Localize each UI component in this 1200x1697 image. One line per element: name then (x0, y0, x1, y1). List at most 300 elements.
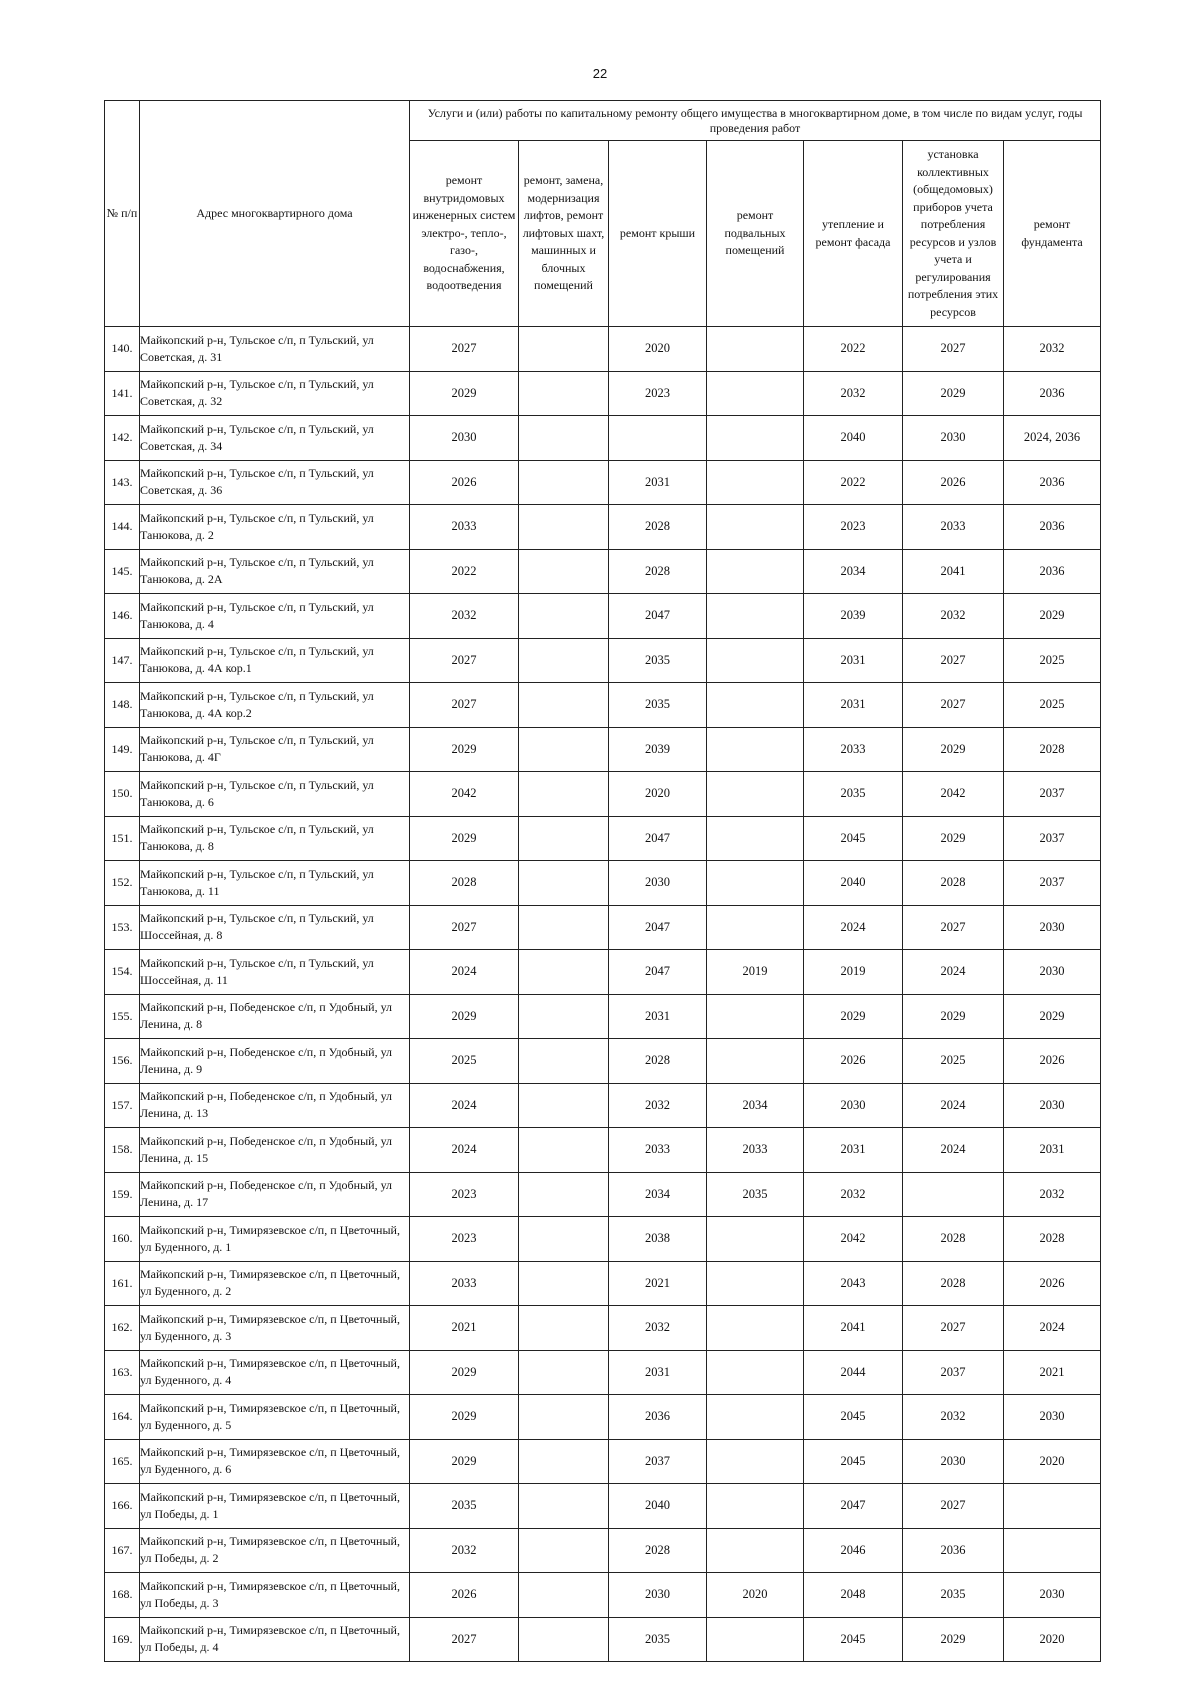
foundation-year: 2025 (1004, 683, 1101, 728)
row-number: 169. (105, 1617, 140, 1662)
row-number: 142. (105, 416, 140, 461)
facade-year: 2024 (804, 905, 903, 950)
basement-year: 2035 (707, 1172, 804, 1217)
building-address: Майкопский р-н, Тульское с/п, п Тульский, ул Танюкова, д. 4 (140, 594, 410, 639)
foundation-year: 2029 (1004, 994, 1101, 1039)
table-row (105, 683, 1101, 728)
engineering-systems-year: 2024 (410, 1128, 519, 1173)
table-row (105, 1573, 1101, 1618)
basement-year (707, 1617, 804, 1662)
row-number: 167. (105, 1528, 140, 1573)
facade-year: 2026 (804, 1039, 903, 1084)
basement-year (707, 327, 804, 372)
building-address: Майкопский р-н, Тульское с/п, п Тульский, ул Советская, д. 31 (140, 327, 410, 372)
building-address: Майкопский р-н, Тульское с/п, п Тульский, ул Танюкова, д. 6 (140, 772, 410, 817)
engineering-systems-year: 2033 (410, 505, 519, 550)
building-address: Майкопский р-н, Победенское с/п, п Удобный, ул Ленина, д. 17 (140, 1172, 410, 1217)
building-address: Майкопский р-н, Тимирязевское с/п, п Цветочный, ул Буденного, д. 3 (140, 1306, 410, 1351)
roof-year: 2031 (609, 1350, 707, 1395)
row-number: 150. (105, 772, 140, 817)
engineering-systems-year: 2032 (410, 1528, 519, 1573)
header-facade: утепление и ремонт фасада (804, 141, 903, 327)
metering-devices-year: 2029 (903, 816, 1004, 861)
table-row (105, 594, 1101, 639)
table-row (105, 505, 1101, 550)
building-address: Майкопский р-н, Тимирязевское с/п, п Цветочный, ул Буденного, д. 5 (140, 1395, 410, 1440)
engineering-systems-year: 2027 (410, 638, 519, 683)
metering-devices-year: 2024 (903, 950, 1004, 995)
facade-year: 2035 (804, 772, 903, 817)
row-number: 153. (105, 905, 140, 950)
table-row (105, 1261, 1101, 1306)
building-address: Майкопский р-н, Тульское с/п, п Тульский, ул Танюкова, д. 4А кор.2 (140, 683, 410, 728)
roof-year: 2021 (609, 1261, 707, 1306)
table-row (105, 1083, 1101, 1128)
row-number: 160. (105, 1217, 140, 1262)
basement-year: 2033 (707, 1128, 804, 1173)
engineering-systems-year: 2029 (410, 727, 519, 772)
elevators-year (519, 905, 609, 950)
metering-devices-year: 2024 (903, 1083, 1004, 1128)
table-row (105, 994, 1101, 1039)
metering-devices-year: 2032 (903, 1395, 1004, 1440)
engineering-systems-year: 2042 (410, 772, 519, 817)
foundation-year: 2030 (1004, 1573, 1101, 1618)
metering-devices-year: 2033 (903, 505, 1004, 550)
roof-year: 2033 (609, 1128, 707, 1173)
row-number: 151. (105, 816, 140, 861)
metering-devices-year: 2030 (903, 416, 1004, 461)
building-address: Майкопский р-н, Тимирязевское с/п, п Цветочный, ул Победы, д. 3 (140, 1573, 410, 1618)
foundation-year: 2030 (1004, 1083, 1101, 1128)
metering-devices-year: 2026 (903, 460, 1004, 505)
building-address: Майкопский р-н, Тульское с/п, п Тульский, ул Танюкова, д. 4А кор.1 (140, 638, 410, 683)
elevators-year (519, 594, 609, 639)
building-address: Майкопский р-н, Тульское с/п, п Тульский, ул Советская, д. 32 (140, 371, 410, 416)
foundation-year: 2025 (1004, 638, 1101, 683)
facade-year: 2019 (804, 950, 903, 995)
basement-year: 2034 (707, 1083, 804, 1128)
roof-year: 2031 (609, 460, 707, 505)
roof-year: 2023 (609, 371, 707, 416)
basement-year (707, 416, 804, 461)
roof-year: 2032 (609, 1306, 707, 1351)
metering-devices-year: 2028 (903, 1261, 1004, 1306)
engineering-systems-year: 2029 (410, 1439, 519, 1484)
table-row (105, 460, 1101, 505)
elevators-year (519, 1439, 609, 1484)
roof-year: 2034 (609, 1172, 707, 1217)
building-address: Майкопский р-н, Тульское с/п, п Тульский, ул Шоссейная, д. 11 (140, 950, 410, 995)
foundation-year: 2020 (1004, 1617, 1101, 1662)
row-number: 141. (105, 371, 140, 416)
table-body (105, 327, 1101, 1662)
roof-year: 2028 (609, 1528, 707, 1573)
roof-year: 2036 (609, 1395, 707, 1440)
building-address: Майкопский р-н, Победенское с/п, п Удобный, ул Ленина, д. 9 (140, 1039, 410, 1084)
foundation-year: 2036 (1004, 371, 1101, 416)
engineering-systems-year: 2029 (410, 1395, 519, 1440)
row-number: 168. (105, 1573, 140, 1618)
row-number: 166. (105, 1484, 140, 1529)
building-address: Майкопский р-н, Тульское с/п, п Тульский, ул Танюкова, д. 2А (140, 549, 410, 594)
table-row (105, 1528, 1101, 1573)
elevators-year (519, 1528, 609, 1573)
basement-year (707, 1217, 804, 1262)
roof-year: 2047 (609, 816, 707, 861)
elevators-year (519, 1484, 609, 1529)
roof-year: 2038 (609, 1217, 707, 1262)
table-row (105, 1484, 1101, 1529)
elevators-year (519, 1261, 609, 1306)
basement-year (707, 549, 804, 594)
engineering-systems-year: 2026 (410, 460, 519, 505)
basement-year: 2020 (707, 1573, 804, 1618)
row-number: 144. (105, 505, 140, 550)
engineering-systems-year: 2023 (410, 1172, 519, 1217)
basement-year (707, 1306, 804, 1351)
row-number: 152. (105, 861, 140, 906)
elevators-year (519, 327, 609, 372)
engineering-systems-year: 2027 (410, 327, 519, 372)
engineering-systems-year: 2028 (410, 861, 519, 906)
basement-year (707, 594, 804, 639)
facade-year: 2023 (804, 505, 903, 550)
metering-devices-year: 2027 (903, 905, 1004, 950)
elevators-year (519, 1573, 609, 1618)
row-number: 164. (105, 1395, 140, 1440)
elevators-year (519, 1128, 609, 1173)
table-row (105, 816, 1101, 861)
foundation-year: 2030 (1004, 905, 1101, 950)
building-address: Майкопский р-н, Тимирязевское с/п, п Цветочный, ул Победы, д. 1 (140, 1484, 410, 1529)
table-row (105, 1395, 1101, 1440)
engineering-systems-year: 2029 (410, 994, 519, 1039)
facade-year: 2042 (804, 1217, 903, 1262)
basement-year (707, 505, 804, 550)
roof-year: 2032 (609, 1083, 707, 1128)
foundation-year: 2037 (1004, 772, 1101, 817)
facade-year: 2031 (804, 683, 903, 728)
foundation-year: 2032 (1004, 327, 1101, 372)
engineering-systems-year: 2027 (410, 905, 519, 950)
engineering-systems-year: 2024 (410, 1083, 519, 1128)
foundation-year: 2026 (1004, 1261, 1101, 1306)
table-row (105, 772, 1101, 817)
elevators-year (519, 1395, 609, 1440)
elevators-year (519, 1039, 609, 1084)
row-number: 147. (105, 638, 140, 683)
roof-year: 2030 (609, 1573, 707, 1618)
metering-devices-year: 2027 (903, 683, 1004, 728)
row-number: 159. (105, 1172, 140, 1217)
foundation-year: 2036 (1004, 549, 1101, 594)
basement-year (707, 816, 804, 861)
metering-devices-year: 2029 (903, 371, 1004, 416)
elevators-year (519, 371, 609, 416)
roof-year: 2035 (609, 638, 707, 683)
row-number: 163. (105, 1350, 140, 1395)
engineering-systems-year: 2022 (410, 549, 519, 594)
table-row (105, 327, 1101, 372)
header-basement: ремонт подвальных помещений (707, 141, 804, 327)
engineering-systems-year: 2032 (410, 594, 519, 639)
roof-year: 2035 (609, 1617, 707, 1662)
building-address: Майкопский р-н, Тимирязевское с/п, п Цветочный, ул Буденного, д. 6 (140, 1439, 410, 1484)
elevators-year (519, 638, 609, 683)
foundation-year: 2030 (1004, 950, 1101, 995)
metering-devices-year: 2037 (903, 1350, 1004, 1395)
metering-devices-year: 2029 (903, 1617, 1004, 1662)
table-row (105, 1172, 1101, 1217)
row-number: 162. (105, 1306, 140, 1351)
foundation-year: 2037 (1004, 816, 1101, 861)
facade-year: 2040 (804, 861, 903, 906)
basement-year (707, 638, 804, 683)
table-row (105, 1039, 1101, 1084)
elevators-year (519, 1217, 609, 1262)
foundation-year: 2030 (1004, 1395, 1101, 1440)
row-number: 165. (105, 1439, 140, 1484)
metering-devices-year: 2042 (903, 772, 1004, 817)
engineering-systems-year: 2035 (410, 1484, 519, 1529)
metering-devices-year: 2036 (903, 1528, 1004, 1573)
facade-year: 2045 (804, 816, 903, 861)
foundation-year (1004, 1528, 1101, 1573)
table-row (105, 861, 1101, 906)
building-address: Майкопский р-н, Тульское с/п, п Тульский, ул Танюкова, д. 8 (140, 816, 410, 861)
roof-year: 2047 (609, 905, 707, 950)
metering-devices-year: 2035 (903, 1573, 1004, 1618)
table-row (105, 416, 1101, 461)
elevators-year (519, 1172, 609, 1217)
header-engineering-systems: ремонт внутридомовых инженерных систем электро-, тепло-, газо-, водоснабжения, водоотведения (410, 141, 519, 327)
table-row (105, 727, 1101, 772)
roof-year: 2020 (609, 327, 707, 372)
row-number: 156. (105, 1039, 140, 1084)
roof-year: 2047 (609, 594, 707, 639)
facade-year: 2043 (804, 1261, 903, 1306)
basement-year (707, 371, 804, 416)
engineering-systems-year: 2027 (410, 1617, 519, 1662)
engineering-systems-year: 2027 (410, 683, 519, 728)
roof-year: 2028 (609, 505, 707, 550)
table-row (105, 371, 1101, 416)
row-number: 161. (105, 1261, 140, 1306)
elevators-year (519, 1306, 609, 1351)
building-address: Майкопский р-н, Тимирязевское с/п, п Цветочный, ул Буденного, д. 4 (140, 1350, 410, 1395)
header-metering-devices: установка коллективных (общедомовых) приборов учета потребления ресурсов и узлов учета и регулирования потребления этих ресурсов (903, 141, 1004, 327)
metering-devices-year: 2027 (903, 1306, 1004, 1351)
facade-year: 2040 (804, 416, 903, 461)
metering-devices-year: 2028 (903, 1217, 1004, 1262)
elevators-year (519, 460, 609, 505)
basement-year (707, 1395, 804, 1440)
table-row (105, 1306, 1101, 1351)
row-number: 158. (105, 1128, 140, 1173)
basement-year: 2019 (707, 950, 804, 995)
roof-year: 2037 (609, 1439, 707, 1484)
facade-year: 2041 (804, 1306, 903, 1351)
basement-year (707, 1350, 804, 1395)
facade-year: 2045 (804, 1395, 903, 1440)
basement-year (707, 861, 804, 906)
facade-year: 2032 (804, 1172, 903, 1217)
basement-year (707, 1039, 804, 1084)
roof-year: 2020 (609, 772, 707, 817)
engineering-systems-year: 2029 (410, 816, 519, 861)
building-address: Майкопский р-н, Тульское с/п, п Тульский, ул Советская, д. 36 (140, 460, 410, 505)
basement-year (707, 683, 804, 728)
row-number: 148. (105, 683, 140, 728)
facade-year: 2033 (804, 727, 903, 772)
foundation-year (1004, 1484, 1101, 1529)
foundation-year: 2028 (1004, 1217, 1101, 1262)
basement-year (707, 905, 804, 950)
elevators-year (519, 549, 609, 594)
roof-year: 2030 (609, 861, 707, 906)
elevators-year (519, 994, 609, 1039)
row-number: 143. (105, 460, 140, 505)
roof-year: 2047 (609, 950, 707, 995)
table-row (105, 1128, 1101, 1173)
elevators-year (519, 505, 609, 550)
metering-devices-year: 2024 (903, 1128, 1004, 1173)
elevators-year (519, 861, 609, 906)
engineering-systems-year: 2024 (410, 950, 519, 995)
building-address: Майкопский р-н, Тульское с/п, п Тульский, ул Танюкова, д. 11 (140, 861, 410, 906)
roof-year: 2028 (609, 549, 707, 594)
header-address: Адрес многоквартирного дома (140, 101, 410, 327)
facade-year: 2031 (804, 638, 903, 683)
row-number: 149. (105, 727, 140, 772)
foundation-year: 2021 (1004, 1350, 1101, 1395)
table-row (105, 1350, 1101, 1395)
basement-year (707, 460, 804, 505)
engineering-systems-year: 2026 (410, 1573, 519, 1618)
table-row (105, 950, 1101, 995)
facade-year: 2045 (804, 1617, 903, 1662)
facade-year: 2029 (804, 994, 903, 1039)
header-row-number: № п/п (105, 101, 140, 327)
foundation-year: 2031 (1004, 1128, 1101, 1173)
roof-year: 2035 (609, 683, 707, 728)
page-number: 22 (592, 66, 608, 81)
elevators-year (519, 816, 609, 861)
elevators-year (519, 950, 609, 995)
capital-repair-table (104, 100, 1101, 1662)
header-works-group: Услуги и (или) работы по капитальному ремонту общего имущества в многоквартирном доме, в том числе по видам услуг, годы проведения работ (410, 101, 1101, 141)
foundation-year: 2028 (1004, 727, 1101, 772)
building-address: Майкопский р-н, Победенское с/п, п Удобный, ул Ленина, д. 8 (140, 994, 410, 1039)
metering-devices-year: 2029 (903, 994, 1004, 1039)
metering-devices-year: 2027 (903, 638, 1004, 683)
basement-year (707, 994, 804, 1039)
elevators-year (519, 1617, 609, 1662)
roof-year: 2039 (609, 727, 707, 772)
table-row (105, 1439, 1101, 1484)
facade-year: 2031 (804, 1128, 903, 1173)
metering-devices-year (903, 1172, 1004, 1217)
basement-year (707, 1261, 804, 1306)
facade-year: 2034 (804, 549, 903, 594)
basement-year (707, 727, 804, 772)
engineering-systems-year: 2025 (410, 1039, 519, 1084)
elevators-year (519, 1083, 609, 1128)
elevators-year (519, 1350, 609, 1395)
foundation-year: 2024, 2036 (1004, 416, 1101, 461)
foundation-year: 2036 (1004, 460, 1101, 505)
roof-year: 2028 (609, 1039, 707, 1084)
table-row (105, 1617, 1101, 1662)
facade-year: 2030 (804, 1083, 903, 1128)
foundation-year: 2032 (1004, 1172, 1101, 1217)
facade-year: 2046 (804, 1528, 903, 1573)
engineering-systems-year: 2023 (410, 1217, 519, 1262)
metering-devices-year: 2032 (903, 594, 1004, 639)
engineering-systems-year: 2029 (410, 1350, 519, 1395)
metering-devices-year: 2041 (903, 549, 1004, 594)
row-number: 154. (105, 950, 140, 995)
basement-year (707, 1439, 804, 1484)
foundation-year: 2020 (1004, 1439, 1101, 1484)
foundation-year: 2024 (1004, 1306, 1101, 1351)
facade-year: 2032 (804, 371, 903, 416)
table-row (105, 549, 1101, 594)
foundation-year: 2026 (1004, 1039, 1101, 1084)
table-row (105, 1217, 1101, 1262)
roof-year: 2040 (609, 1484, 707, 1529)
metering-devices-year: 2029 (903, 727, 1004, 772)
metering-devices-year: 2027 (903, 327, 1004, 372)
row-number: 155. (105, 994, 140, 1039)
facade-year: 2044 (804, 1350, 903, 1395)
metering-devices-year: 2028 (903, 861, 1004, 906)
basement-year (707, 772, 804, 817)
metering-devices-year: 2027 (903, 1484, 1004, 1529)
building-address: Майкопский р-н, Тульское с/п, п Тульский, ул Советская, д. 34 (140, 416, 410, 461)
row-number: 145. (105, 549, 140, 594)
building-address: Майкопский р-н, Тульское с/п, п Тульский, ул Танюкова, д. 2 (140, 505, 410, 550)
foundation-year: 2037 (1004, 861, 1101, 906)
facade-year: 2039 (804, 594, 903, 639)
header-roof: ремонт крыши (609, 141, 707, 327)
engineering-systems-year: 2033 (410, 1261, 519, 1306)
building-address: Майкопский р-н, Тимирязевское с/п, п Цветочный, ул Буденного, д. 1 (140, 1217, 410, 1262)
metering-devices-year: 2030 (903, 1439, 1004, 1484)
basement-year (707, 1484, 804, 1529)
row-number: 140. (105, 327, 140, 372)
elevators-year (519, 683, 609, 728)
foundation-year: 2029 (1004, 594, 1101, 639)
elevators-year (519, 727, 609, 772)
facade-year: 2047 (804, 1484, 903, 1529)
metering-devices-year: 2025 (903, 1039, 1004, 1084)
row-number: 157. (105, 1083, 140, 1128)
engineering-systems-year: 2030 (410, 416, 519, 461)
building-address: Майкопский р-н, Победенское с/п, п Удобный, ул Ленина, д. 13 (140, 1083, 410, 1128)
building-address: Майкопский р-н, Тульское с/п, п Тульский, ул Танюкова, д. 4Г (140, 727, 410, 772)
table-row (105, 905, 1101, 950)
roof-year: 2031 (609, 994, 707, 1039)
elevators-year (519, 416, 609, 461)
facade-year: 2022 (804, 327, 903, 372)
header-foundation: ремонт фундамента (1004, 141, 1101, 327)
building-address: Майкопский р-н, Победенское с/п, п Удобный, ул Ленина, д. 15 (140, 1128, 410, 1173)
facade-year: 2045 (804, 1439, 903, 1484)
facade-year: 2048 (804, 1573, 903, 1618)
building-address: Майкопский р-н, Тимирязевское с/п, п Цветочный, ул Победы, д. 2 (140, 1528, 410, 1573)
